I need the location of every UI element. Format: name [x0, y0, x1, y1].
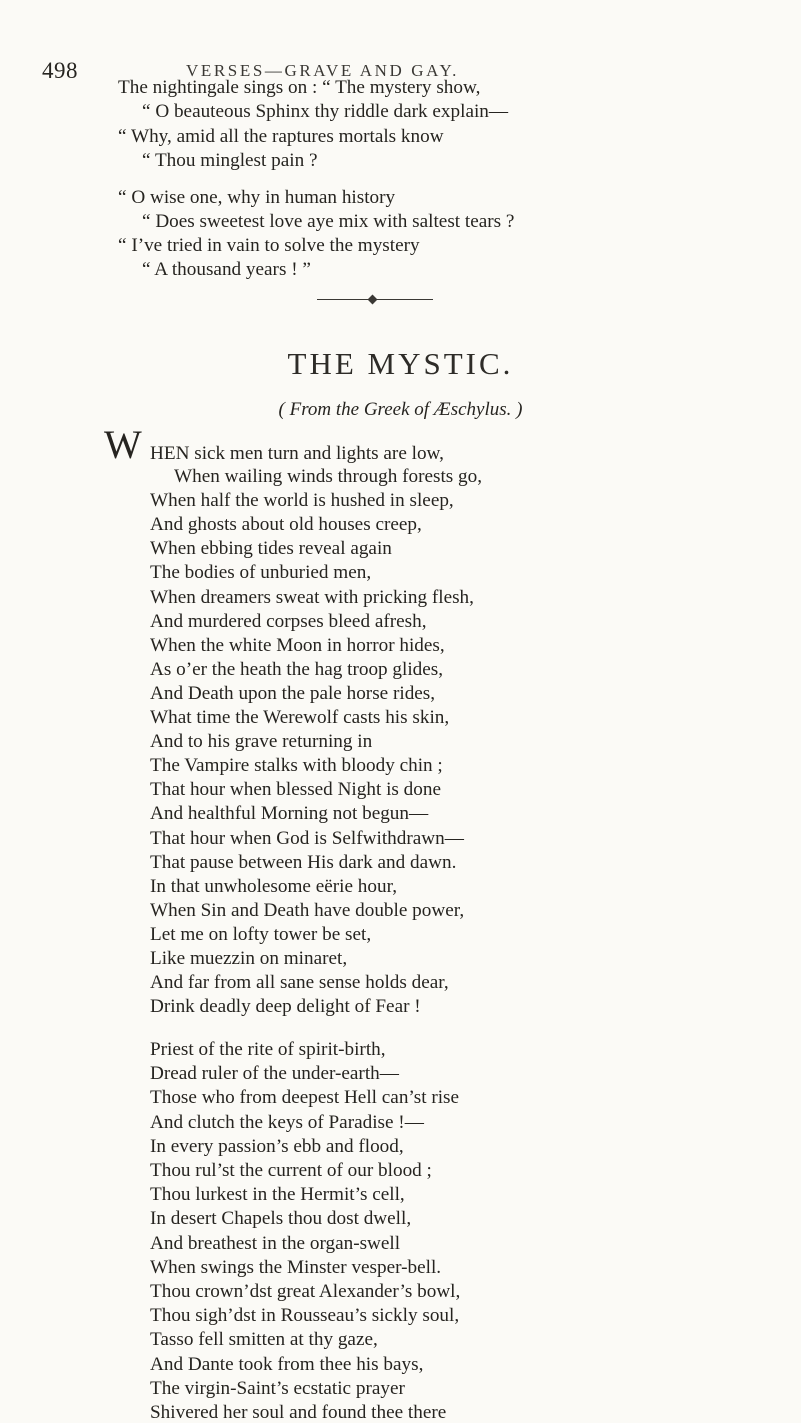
verse-line: The Vampire stalks with bloody chin ; — [150, 755, 443, 777]
verse-line: And Death upon the pale horse rides, — [150, 682, 436, 704]
section-divider — [317, 295, 433, 305]
verse-line: When wailing winds through forests go, — [174, 466, 483, 487]
verse-line: And murdered corpses bleed afresh, — [150, 610, 427, 632]
verse-line: “ O beauteous Sphinx thy riddle dark explain— — [142, 101, 509, 122]
verse-line: When dreamers sweat with pricking flesh, — [150, 586, 474, 608]
verse-line: And clutch the keys of Paradise !— — [150, 1111, 424, 1133]
verse-line: And far from all sane sense holds dear, — [150, 972, 449, 994]
verse-line: That hour when God is Selfwithdrawn— — [150, 827, 464, 849]
verse-line: Dread ruler of the under-earth— — [150, 1063, 399, 1085]
verse-line: “ I’ve tried in vain to solve the mystery — [118, 235, 420, 256]
verse-line: Let me on lofty tower be set, — [150, 923, 372, 945]
verse-line: The virgin-Saint’s ecstatic prayer — [150, 1377, 405, 1399]
verse-line: The nightingale sings on : “ The mystery show, — [118, 77, 481, 98]
verse-line: “ Does sweetest love aye mix with saltest tears ? — [142, 211, 515, 232]
verse-line: Tasso fell smitten at thy gaze, — [150, 1329, 378, 1351]
verse-line: “ O wise one, why in human history — [118, 187, 396, 208]
verse-line: Thou lurkest in the Hermit’s cell, — [150, 1184, 405, 1206]
verse-line: When ebbing tides reveal again — [150, 538, 392, 560]
verse-line: And ghosts about old houses creep, — [150, 514, 422, 536]
verse-line: And breathest in the organ-swell — [150, 1232, 401, 1254]
verse-line: When the white Moon in horror hides, — [150, 634, 445, 656]
verse-line: Drink deadly deep delight of Fear ! — [150, 996, 421, 1018]
verse-line: That pause between His dark and dawn. — [150, 851, 457, 873]
verse-line: Shivered her soul and found thee there — [150, 1402, 447, 1423]
verse-line: When half the world is hushed in sleep, — [150, 490, 454, 512]
verse-line: And Dante took from thee his bays, — [150, 1353, 424, 1375]
running-title: VERSES—GRAVE AND GAY. — [186, 61, 459, 80]
verse-line-first: HEN sick men turn and lights are low, — [150, 443, 444, 464]
verse-line: “ Thou minglest pain ? — [142, 150, 318, 171]
verse-line: When Sin and Death have double power, — [150, 899, 465, 921]
poem-subtitle: ( From the Greek of Æschylus. ) — [278, 399, 523, 420]
verse-line: When swings the Minster vesper-bell. — [150, 1256, 442, 1278]
verse-line: In that unwholesome eërie hour, — [150, 875, 397, 897]
verse-line: In desert Chapels thou dost dwell, — [150, 1208, 412, 1230]
verse-line: And to his grave returning in — [150, 731, 373, 753]
verse-line: Thou rul’st the current of our blood ; — [150, 1160, 432, 1181]
verse-line: And healthful Morning not begun— — [150, 803, 429, 825]
verse-line: “ Why, amid all the raptures mortals know — [118, 126, 444, 147]
page-number: 498 — [42, 58, 78, 83]
poem-title: THE MYSTIC. — [287, 346, 514, 381]
verse-line: Those who from deepest Hell can’st rise — [150, 1087, 460, 1109]
verse-line: What time the Werewolf casts his skin, — [150, 707, 450, 728]
verse-line: Like muezzin on minaret, — [150, 948, 348, 969]
verse-line: Thou sigh’dst in Rousseau’s sickly soul, — [150, 1305, 460, 1327]
verse-line: Thou crown’dst great Alexander’s bowl, — [150, 1281, 461, 1302]
verse-line: In every passion’s ebb and flood, — [150, 1135, 404, 1157]
verse-line: That hour when blessed Night is done — [150, 779, 441, 801]
drop-cap: W — [104, 422, 142, 467]
verse-line: Priest of the rite of spirit-birth, — [150, 1039, 386, 1060]
verse-line: As o’er the heath the hag troop glides, — [150, 658, 444, 680]
verse-line: The bodies of unburied men, — [150, 562, 372, 584]
diamond-ornament-icon — [368, 295, 378, 305]
verse-line: “ A thousand years ! ” — [142, 259, 311, 280]
